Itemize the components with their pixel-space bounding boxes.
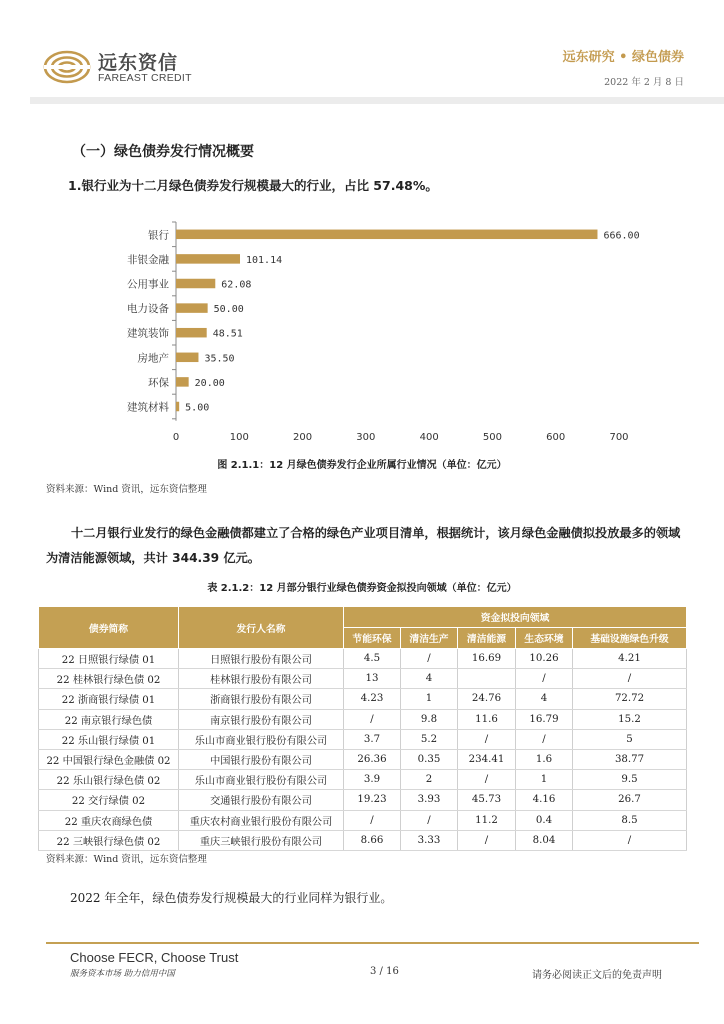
footer-tagline: 服务资本市场 助力信用中国 [70, 969, 175, 979]
fund-allocation-table [38, 606, 687, 851]
cell-clean-production: 3.33 [401, 830, 458, 850]
footer-slogan: Choose FECR, Choose Trust [70, 950, 239, 965]
value-label: 48.51 [212, 328, 243, 340]
cell-ecology: 8.04 [516, 830, 573, 850]
table-row [39, 830, 687, 850]
x-tick-label: 600 [546, 431, 566, 443]
cell-clean-energy: 11.2 [458, 810, 516, 830]
cell-clean-production: 4 [401, 669, 458, 689]
cell-clean-energy [458, 669, 516, 689]
value-label: 35.50 [204, 353, 235, 365]
industry-bar-chart [100, 216, 660, 446]
cell-clean-energy: 24.76 [458, 689, 516, 709]
cell-clean-production: / [401, 810, 458, 830]
table-row [39, 749, 687, 769]
cell-ecology: 1.6 [516, 749, 573, 769]
table-row [39, 790, 687, 810]
cell-ecology: / [516, 729, 573, 749]
cell-energy-saving: 4.23 [344, 689, 401, 709]
finding-subtitle: 1.银行业为十二月绿色债券发行规模最大的行业，占比 57.48%。 [68, 178, 438, 193]
header-issuer: 发行人名称 [179, 607, 344, 649]
cell-energy-saving: / [344, 810, 401, 830]
bar [176, 303, 208, 313]
category-label: 电力设备 [127, 303, 169, 316]
page-header [0, 0, 724, 104]
cell-energy-saving: 8.66 [344, 830, 401, 850]
x-tick-label: 200 [293, 431, 313, 443]
cell-clean-energy: / [458, 830, 516, 850]
header-energy-saving: 节能环保 [344, 628, 401, 649]
cell-bond-name: 22 乐山银行绿色债 02 [39, 770, 179, 790]
cell-issuer: 重庆三峡银行股份有限公司 [179, 830, 344, 850]
header-divider [30, 97, 724, 104]
table-row [39, 669, 687, 689]
x-tick-label: 700 [609, 431, 629, 443]
table-row [39, 770, 687, 790]
cell-clean-production: 9.8 [401, 709, 458, 729]
cell-ecology: 4 [516, 689, 573, 709]
cell-infrastructure: 15.2 [573, 709, 687, 729]
cell-infrastructure: 26.7 [573, 790, 687, 810]
cell-infrastructure: / [573, 830, 687, 850]
cell-infrastructure: 4.21 [573, 649, 687, 669]
cell-bond-name: 22 浙商银行绿债 01 [39, 689, 179, 709]
table-source: 资料来源：Wind 资讯，远东资信整理 [46, 854, 207, 865]
cell-ecology: 10.26 [516, 649, 573, 669]
cell-infrastructure: 9.5 [573, 770, 687, 790]
cell-energy-saving: 3.9 [344, 770, 401, 790]
header-bond-name: 债券简称 [39, 607, 179, 649]
cell-issuer: 乐山市商业银行股份有限公司 [179, 770, 344, 790]
cell-energy-saving: 26.36 [344, 749, 401, 769]
report-date: 2022 年 2 月 8 日 [604, 77, 684, 88]
bar [176, 230, 597, 240]
value-label: 666.00 [603, 230, 640, 242]
x-tick-label: 300 [356, 431, 376, 443]
section-title: （一）绿色债券发行情况概要 [72, 144, 254, 160]
cell-ecology: 16.79 [516, 709, 573, 729]
chart-source: 资料来源：Wind 资讯，远东资信整理 [46, 484, 207, 495]
paragraph-body: 十二月银行业发行的绿色金融债都建立了合格的绿色产业项目清单，根据统计，该月绿色金融债拟投放最多的领域为清洁能源领域，共计 344.39 亿元。 [46, 526, 681, 565]
value-label: 5.00 [185, 402, 210, 414]
cell-clean-production: 3.93 [401, 790, 458, 810]
cell-clean-production: 1 [401, 689, 458, 709]
cell-bond-name: 22 三峡银行绿色债 02 [39, 830, 179, 850]
cell-energy-saving: 13 [344, 669, 401, 689]
value-label: 50.00 [213, 304, 244, 316]
cell-infrastructure: 38.77 [573, 749, 687, 769]
cell-bond-name: 22 交行绿债 02 [39, 790, 179, 810]
value-label: 62.08 [221, 279, 252, 291]
cell-infrastructure: 72.72 [573, 689, 687, 709]
value-label: 20.00 [194, 377, 225, 389]
cell-clean-energy: / [458, 770, 516, 790]
footer-disclaimer: 请务必阅读正文后的免责声明 [532, 970, 662, 981]
bar [176, 279, 215, 289]
cell-ecology: 1 [516, 770, 573, 790]
cell-infrastructure: 5 [573, 729, 687, 749]
cell-clean-energy: 234.41 [458, 749, 516, 769]
cell-ecology: / [516, 669, 573, 689]
category-label: 建筑材料 [127, 401, 169, 414]
cell-bond-name: 22 日照银行绿债 01 [39, 649, 179, 669]
cell-clean-energy: 16.69 [458, 649, 516, 669]
cell-ecology: 0.4 [516, 810, 573, 830]
cell-issuer: 乐山市商业银行股份有限公司 [179, 729, 344, 749]
category-label: 银行 [148, 229, 169, 242]
cell-infrastructure: / [573, 669, 687, 689]
bar [176, 328, 207, 338]
cell-clean-production: 5.2 [401, 729, 458, 749]
category-label: 公用事业 [127, 278, 169, 291]
page-number: 3 / 16 [370, 966, 399, 977]
category-label: 非银金融 [127, 253, 169, 266]
table-row [39, 689, 687, 709]
cell-clean-production: / [401, 649, 458, 669]
table-row [39, 709, 687, 729]
cell-bond-name: 22 桂林银行绿色债 02 [39, 669, 179, 689]
category-label: 房地产 [137, 352, 169, 365]
fareast-logo-icon [42, 42, 92, 92]
value-label: 101.14 [246, 254, 283, 266]
cell-bond-name: 22 重庆农商绿色债 [39, 810, 179, 830]
cell-issuer: 日照银行股份有限公司 [179, 649, 344, 669]
logo-text-cn: 远东资信 [98, 52, 179, 74]
cell-issuer: 浙商银行股份有限公司 [179, 689, 344, 709]
cell-ecology: 4.16 [516, 790, 573, 810]
cell-energy-saving: / [344, 709, 401, 729]
cell-issuer: 南京银行股份有限公司 [179, 709, 344, 729]
header-allocation-group: 资金拟投向领域 [344, 607, 687, 628]
header-ecology: 生态环境 [516, 628, 573, 649]
cell-clean-energy: 11.6 [458, 709, 516, 729]
header-clean-energy: 清洁能源 [458, 628, 516, 649]
cell-issuer: 桂林银行股份有限公司 [179, 669, 344, 689]
bar [176, 353, 198, 363]
cell-energy-saving: 4.5 [344, 649, 401, 669]
cell-energy-saving: 3.7 [344, 729, 401, 749]
cell-clean-energy: / [458, 729, 516, 749]
footer-divider [46, 942, 699, 944]
report-type: 远东研究 • 绿色债券 [562, 50, 684, 65]
cell-bond-name: 22 南京银行绿色债 [39, 709, 179, 729]
cell-bond-name: 22 中国银行绿色金融债 02 [39, 749, 179, 769]
cell-infrastructure: 8.5 [573, 810, 687, 830]
x-tick-label: 0 [172, 431, 180, 443]
cell-clean-production: 0.35 [401, 749, 458, 769]
cell-bond-name: 22 乐山银行绿债 01 [39, 729, 179, 749]
cell-clean-energy: 45.73 [458, 790, 516, 810]
x-tick-label: 400 [419, 431, 439, 443]
cell-energy-saving: 19.23 [344, 790, 401, 810]
cell-issuer: 交通银行股份有限公司 [179, 790, 344, 810]
table-row [39, 649, 687, 669]
header-clean-production: 清洁生产 [401, 628, 458, 649]
paragraph-conclusion: 2022 年全年，绿色债券发行规模最大的行业同样为银行业。 [70, 891, 393, 905]
chart-caption: 图 2.1.1：12 月绿色债券发行企业所属行业情况（单位：亿元） [217, 460, 507, 471]
x-tick-label: 100 [229, 431, 249, 443]
table-caption: 表 2.1.2：12 月部分银行业绿色债券资金拟投向领域（单位：亿元） [207, 583, 517, 594]
table-row [39, 729, 687, 749]
bar [176, 377, 189, 387]
cell-clean-production: 2 [401, 770, 458, 790]
bar [176, 254, 240, 264]
bar [176, 402, 179, 412]
category-label: 建筑装饰 [127, 327, 169, 340]
cell-issuer: 重庆农村商业银行股份有限公司 [179, 810, 344, 830]
cell-issuer: 中国银行股份有限公司 [179, 749, 344, 769]
x-tick-label: 500 [482, 431, 502, 443]
table-row [39, 810, 687, 830]
logo-text-en: FAREAST CREDIT [98, 72, 192, 84]
category-label: 环保 [148, 376, 169, 389]
header-infrastructure: 基础设施绿色升级 [573, 628, 687, 649]
